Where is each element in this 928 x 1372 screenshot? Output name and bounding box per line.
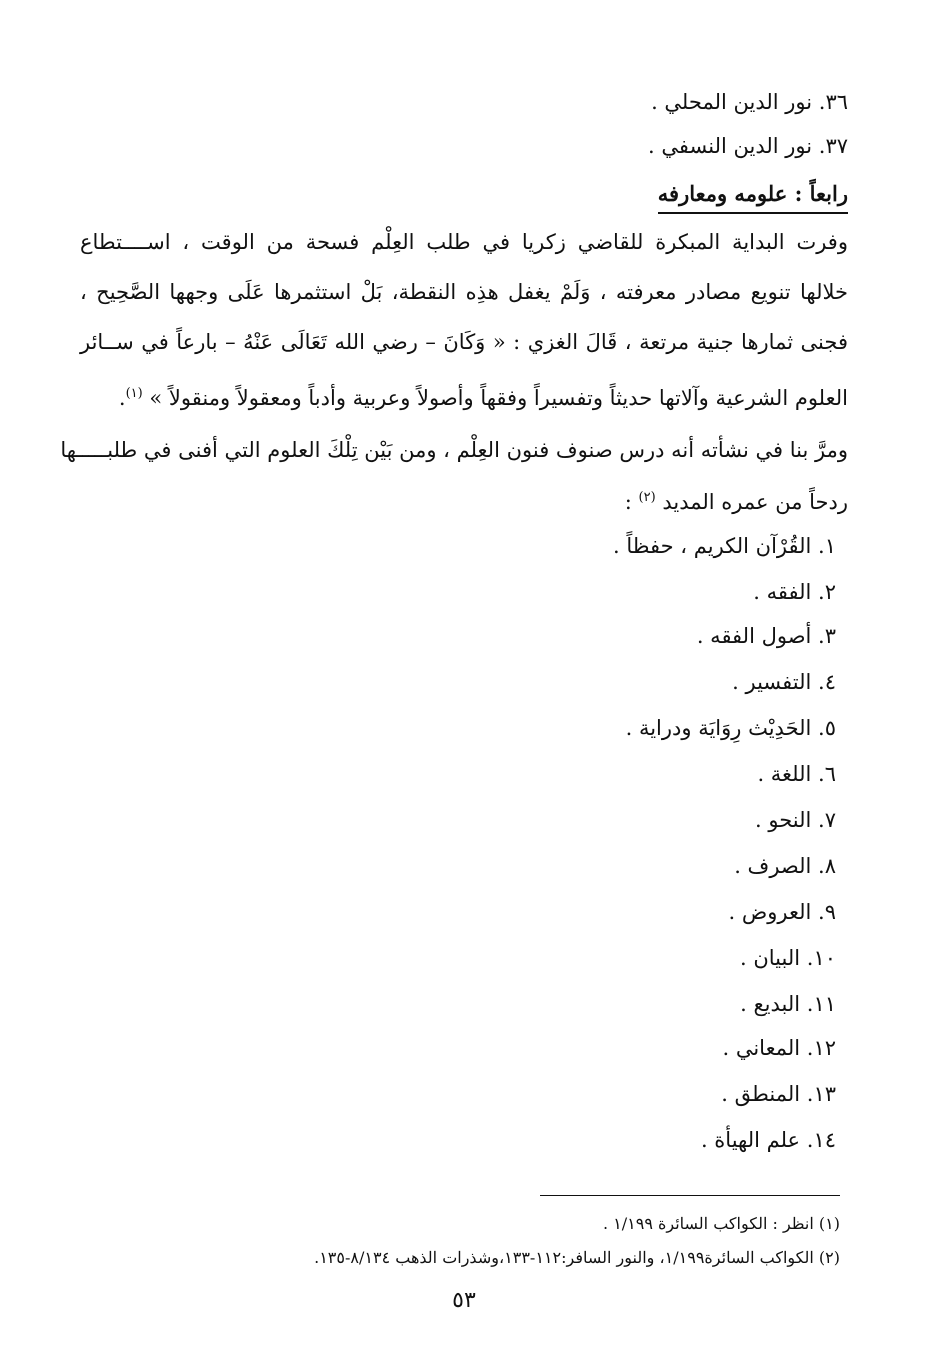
list-item: ١٣. المنطق . <box>721 1082 836 1106</box>
list-item: ١. القُرْآن الكريم ، حفظاً . <box>613 534 836 558</box>
footnote-marker: (٢) <box>638 490 656 505</box>
period: . <box>118 386 126 410</box>
paragraph-line: خلالها تنويع مصادر معرفته ، وَلَمْ يغفل هذِه النقطة، بَلْ استثمرها عَلَى وجهها الصَّحِيح ، <box>80 280 848 304</box>
list-item: ٧. النحو . <box>755 808 836 832</box>
paragraph-text: العلوم الشرعية وآلاتها حديثاً وتفسيراً وفقهاً وأصولاً وعربية وأدباً ومعقولاً ومنقولاً » <box>149 386 848 410</box>
list-item: ٦. اللغة . <box>757 762 836 786</box>
footnote-separator <box>540 1195 840 1196</box>
list-item: ٢. الفقه . <box>753 580 836 604</box>
list-item: ٩. العروض . <box>728 900 836 924</box>
list-item: ٨. الصرف . <box>734 854 836 878</box>
list-item: ١٤. علم الهيأة . <box>700 1128 836 1152</box>
paragraph-line: ومرَّ بنا في نشأته أنه درس صنوف فنون العِلْم ، ومن بَيْن تِلْكَ العلوم التي أفنى في طلبـــــها <box>60 438 848 462</box>
paragraph-line: وفرت البداية المبكرة للقاضي زكريا في طلب العِلْم فسحة من الوقت ، اســــتطاع <box>80 230 848 254</box>
list-item: ١١. البديع . <box>740 992 836 1016</box>
paragraph-line <box>80 378 848 414</box>
colon: : <box>624 490 632 514</box>
footnote: (١) انظر : الكواكب السائرة ١/١٩٩ . <box>602 1214 840 1233</box>
footnote-marker: (١) <box>125 386 143 401</box>
list-item: ٤. التفسير . <box>732 670 836 694</box>
paragraph-text: ردحاً من عمره المديد <box>662 490 848 514</box>
list-item: ٣. أصول الفقه . <box>696 624 836 648</box>
list-item: ١٢. المعاني . <box>722 1036 836 1060</box>
list-item: ٣٧. نور الدين النسفي . <box>648 134 848 158</box>
list-item: ٣٦. نور الدين المحلي . <box>651 90 848 114</box>
paragraph-line: فجنى ثمارها جنية مرتعة ، قَالَ الغزي : « وَكَانَ – رضي الله تَعَالَى عَنْهُ – بارعاً في ســائر <box>80 330 848 354</box>
paragraph-line <box>80 482 848 518</box>
section-heading: رابعاً : علومه ومعارفه <box>658 178 848 214</box>
list-item: ١٠. البيان . <box>740 946 836 970</box>
footnote: (٢) الكواكب السائرة١/١٩٩، والنور السافر:١١٢-١٣٣،وشذرات الذهب ٨/١٣٤-١٣٥. <box>314 1248 840 1267</box>
page-number: ٥٣ <box>452 1288 476 1313</box>
list-item: ٥. الحَدِيْث رِوَايَة ودراية . <box>625 716 836 740</box>
